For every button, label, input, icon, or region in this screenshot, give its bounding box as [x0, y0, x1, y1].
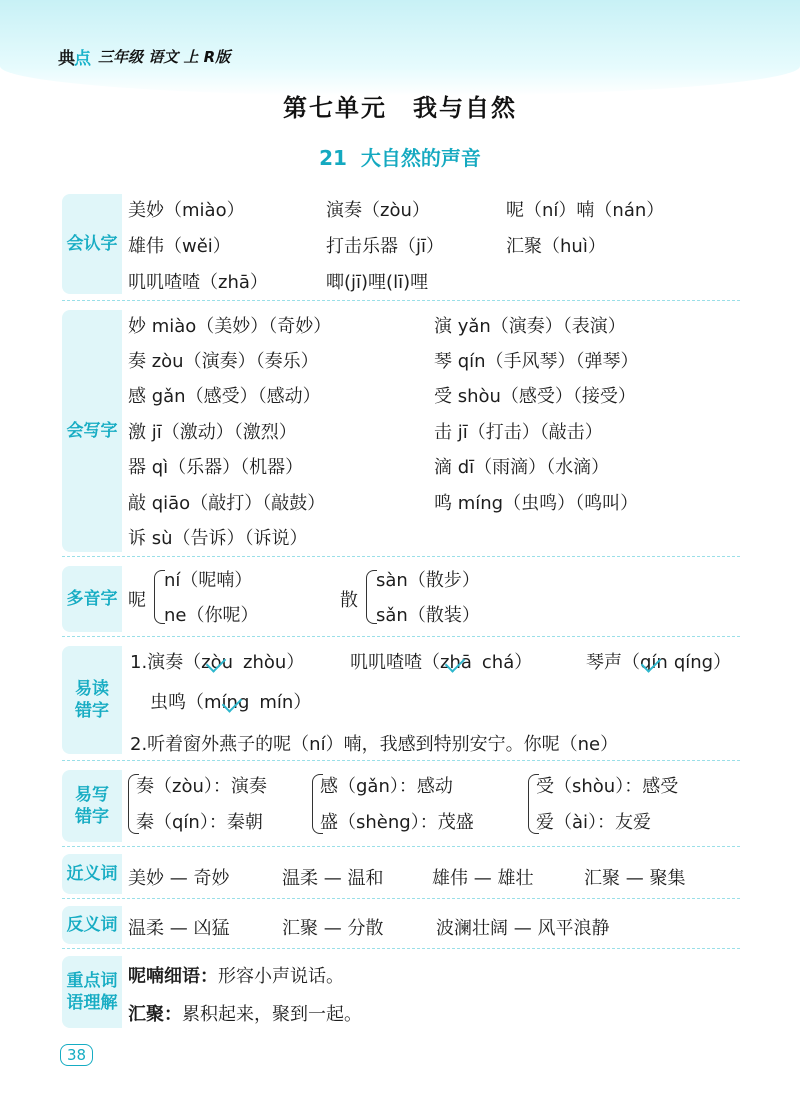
- polyphone-reading: sǎn（散装）: [376, 605, 480, 626]
- logo-accent: 点: [74, 49, 90, 69]
- lesson-name: 大自然的声音: [360, 146, 481, 170]
- write-item: 受 shòu（感受）（接受）: [434, 386, 636, 407]
- recognize-item: 呢（ní）喃（nán）: [506, 200, 665, 221]
- write-item: 诉 sù（告诉）（诉说）: [128, 528, 308, 549]
- antonym-pair: 温柔 — 凶猛: [128, 918, 230, 939]
- synonym-pair: 美妙 — 奇妙: [128, 868, 230, 889]
- miswrite-item: 感（gǎn）：感动: [320, 776, 453, 797]
- miswrite-item: 受（shòu）：感受: [536, 776, 679, 797]
- section-label: 重点词 语理解: [62, 956, 122, 1028]
- section-label: 近义词: [62, 854, 122, 894]
- misread-item: 虫鸣（míng mín）: [150, 692, 312, 713]
- section-label: 反义词: [62, 906, 122, 944]
- section-miswrite: [62, 764, 740, 847]
- polyphone-char: 散: [340, 590, 358, 611]
- write-item: 敲 qiāo（敲打）（敲鼓）: [128, 493, 326, 514]
- polyphone-content: [128, 560, 740, 636]
- section-label: 多音字: [62, 566, 122, 632]
- miswrite-item: 盛（shèng）：茂盛: [320, 812, 474, 833]
- lesson-title: [0, 142, 800, 171]
- recognize-item: 汇聚（huì）: [506, 236, 606, 257]
- misread-item: 叽叽喳喳（zhā chá）: [350, 652, 533, 673]
- write-item: 击 jī（打击）（敲击）: [434, 422, 603, 443]
- write-item: 鸣 míng（虫鸣）（鸣叫）: [434, 493, 639, 514]
- write-item: 妙 miào（美妙）（奇妙）: [128, 316, 332, 337]
- synonym-pair: 汇聚 — 聚集: [584, 868, 686, 889]
- misread-content: [128, 640, 740, 760]
- miswrite-item: 爱（ài）：友爱: [536, 812, 652, 833]
- key-word-item: 呢喃细语：形容小声说话。: [128, 966, 344, 987]
- recognize-item-ji-li: 唧(jī)哩(lī)哩: [326, 272, 429, 293]
- recognize-item: 打击乐器（jī）: [326, 236, 445, 257]
- section-write: [62, 304, 740, 557]
- miswrite-content: [128, 764, 740, 846]
- section-misread: [62, 640, 740, 761]
- recognize-item: 叽叽喳喳（zhā）: [128, 272, 268, 293]
- recognize-item: 演奏（zòu）: [326, 200, 430, 221]
- miswrite-item: 秦（qín）：秦朝: [136, 812, 263, 833]
- write-item: 激 jī（激动）（激烈）: [128, 422, 297, 443]
- section-label: 会认字: [62, 194, 122, 294]
- section-label: 会写字: [62, 310, 122, 552]
- section-label: 易读 错字: [62, 646, 122, 754]
- unit-title: 第七单元 我与自然: [283, 94, 517, 122]
- key-word-item: 汇聚：累积起来，聚到一起。: [128, 1004, 362, 1025]
- recognize-item: 雄伟（wěi）: [128, 236, 231, 257]
- logo-main: 典: [58, 49, 74, 69]
- polyphone-reading: ní（呢喃）: [164, 570, 253, 591]
- miswrite-item: 奏（zòu）：演奏: [136, 776, 267, 797]
- synonyms-content: [128, 850, 740, 898]
- write-item: 器 qì（乐器）（机器）: [128, 457, 304, 478]
- write-item: 琴 qín（手风琴）（弹琴）: [434, 351, 639, 372]
- recognize-item: 美妙（miào）: [128, 200, 245, 221]
- misread-item: 1.演奏（zòu zhòu）: [130, 652, 305, 673]
- misread-item: 琴声（qín qíng）: [586, 652, 732, 673]
- logo: [58, 44, 90, 69]
- write-item: 滴 dī（雨滴）（水滴）: [434, 457, 610, 478]
- write-item: 演 yǎn（演奏）（表演）: [434, 316, 626, 337]
- key-words-content: [128, 952, 740, 1032]
- header-subtitle: 三年级 语文 上 R版: [98, 48, 231, 66]
- polyphone-reading: ne（你呢）: [164, 605, 259, 626]
- synonym-pair: 雄伟 — 雄壮: [432, 868, 534, 889]
- write-content: [128, 304, 740, 556]
- section-recognize: [62, 186, 740, 301]
- polyphone-char: 呢: [128, 590, 146, 611]
- page-number: 38: [60, 1044, 93, 1066]
- antonym-pair: 波澜壮阔 — 风平浪静: [436, 918, 610, 939]
- antonym-pair: 汇聚 — 分散: [282, 918, 384, 939]
- section-label: 易写 错字: [62, 770, 122, 842]
- header: [58, 44, 230, 69]
- lesson-number: 21: [319, 146, 347, 170]
- section-synonyms: [62, 850, 740, 899]
- antonyms-content: [128, 902, 740, 948]
- misread-sentence: 2.听着窗外燕子的呢（ní）喃，我感到特别安宁。你呢（ne）: [130, 734, 619, 755]
- section-key-words: [62, 952, 740, 1032]
- section-polyphone: [62, 560, 740, 637]
- polyphone-reading: sàn（散步）: [376, 570, 480, 591]
- write-item: 感 gǎn（感受）（感动）: [128, 386, 321, 407]
- write-item: 奏 zòu（演奏）（奏乐）: [128, 351, 319, 372]
- recognize-content: [128, 186, 740, 300]
- section-antonyms: [62, 902, 740, 949]
- synonym-pair: 温柔 — 温和: [282, 868, 384, 889]
